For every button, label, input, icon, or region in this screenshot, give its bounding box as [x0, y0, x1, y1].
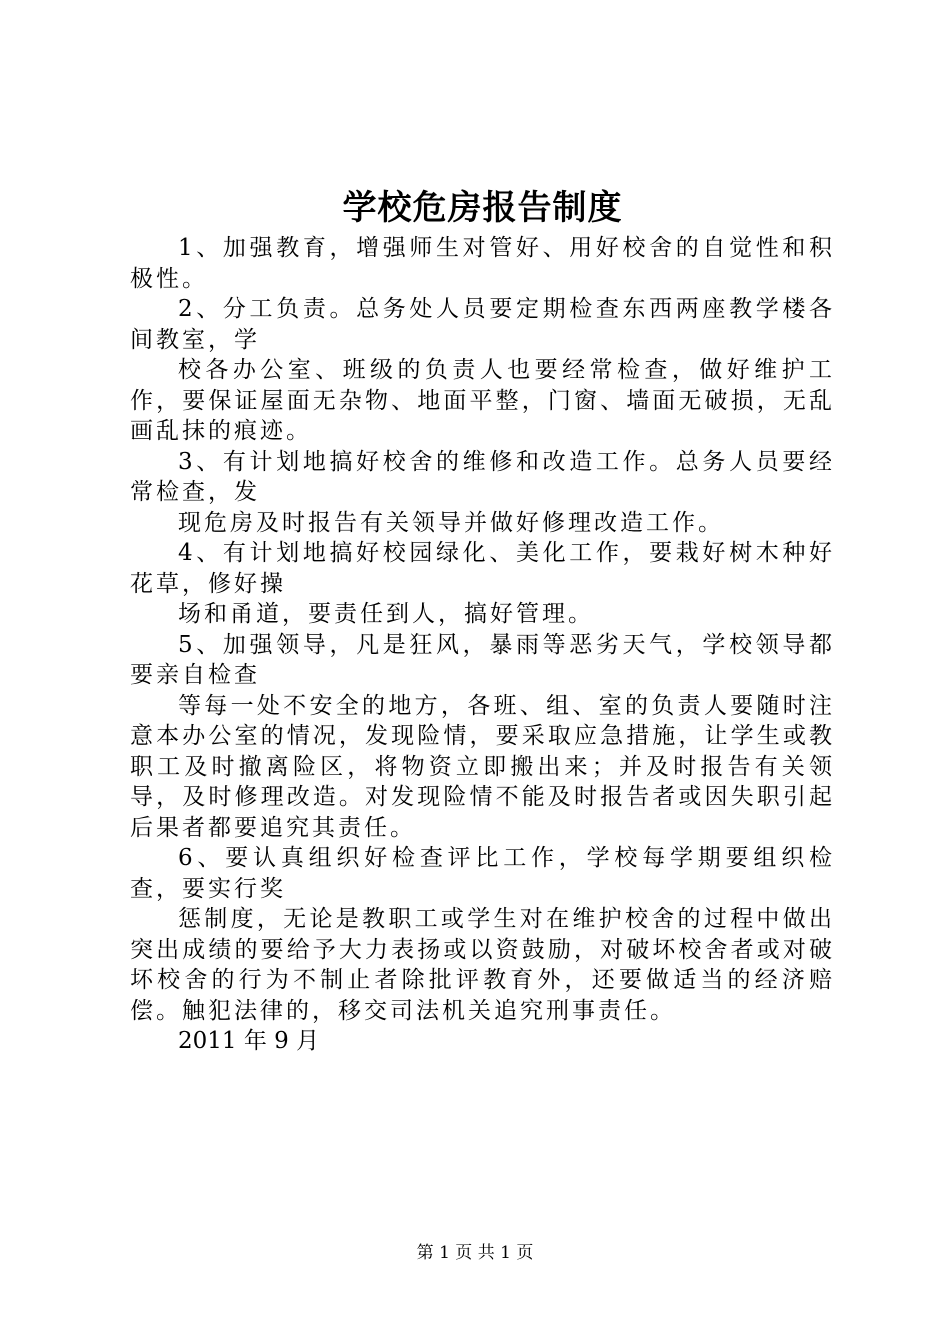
paragraph-3-continued: 现危房及时报告有关领导并做好修理改造工作。: [178, 509, 724, 536]
document-title: 学校危房报告制度: [342, 188, 623, 228]
paragraph-2-continued: 校各办公室、班级的负责人也要经常检查，做好维护工作，要保证屋面无杂物、地面平整，门窗、墙面无破损，无乱画乱抹的痕迹。: [130, 357, 835, 444]
paragraph-4-continued: 场和甬道，要责任到人，搞好管理。: [178, 601, 594, 627]
paragraph-5: 5、加强领导，凡是狂风，暴雨等恶劣天气，学校领导都要亲自检查: [130, 631, 835, 688]
paragraph-1: 1、加强教育，增强师生对管好、用好校舍的自觉性和积极性。: [130, 235, 835, 292]
paragraph-6-continued: 惩制度，无论是教职工或学生对在维护校舍的过程中做出突出成绩的要给予大力表扬或以资鼓励，对破坏校舍者或对破坏校舍的行为不制止者除批评教育外，还要做适当的经济赔偿。触犯法律的，移交司法机关追究刑事责任。: [130, 906, 835, 1024]
paragraph-2: 2、分工负责。总务处人员要定期检查东西两座教学楼各间教室，学: [130, 296, 835, 353]
document-date: 2011 年 9 月: [178, 1028, 320, 1054]
document-page: [130, 185, 835, 1057]
paragraph-4: 4、有计划地搞好校园绿化、美化工作，要栽好树木种好花草，修好操: [130, 540, 835, 597]
paragraph-5-continued: 等每一处不安全的地方，各班、组、室的负责人要随时注意本办公室的情况，发现险情，要采取应急措施，让学生或教职工及时撤离险区，将物资立即搬出来；并及时报告有关领导，及时修理改造。对发现险情不能及时报告者或因失职引起后果者都要追究其责任。: [130, 692, 835, 841]
document-body: [130, 233, 835, 1057]
paragraph-3: 3、有计划地搞好校舍的维修和改造工作。总务人员要经常检查，发: [130, 448, 835, 505]
paragraph-6: 6、要认真组织好检查评比工作，学校每学期要组织检查，要实行奖: [130, 845, 835, 902]
page-footer: 第 1 页 共 1 页: [416, 1243, 534, 1263]
